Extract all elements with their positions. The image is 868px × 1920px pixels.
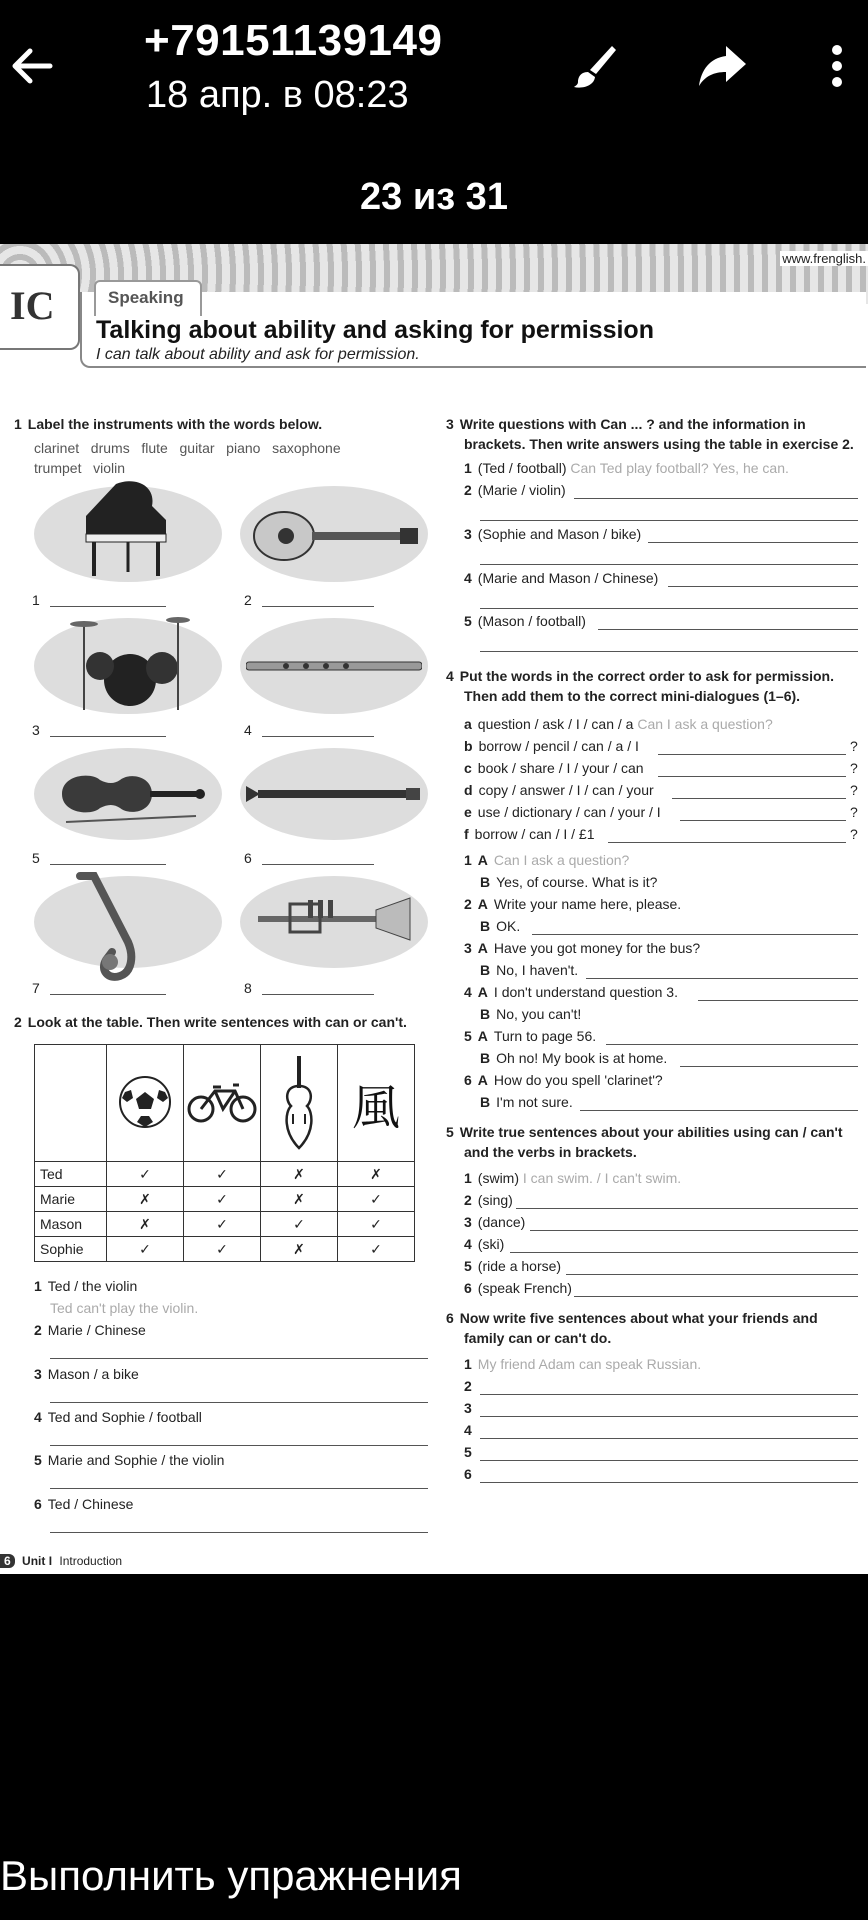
ability-table	[34, 1044, 415, 1262]
item-text: (Marie / violin)	[477, 482, 566, 498]
label-number: 2	[244, 592, 252, 608]
clarinet-icon	[246, 782, 422, 806]
item-text: (sing)	[477, 1192, 513, 1208]
ex2-example-answer: Ted can't play the violin.	[50, 1300, 199, 1316]
guitar-icon	[250, 508, 420, 564]
violin-icon	[56, 762, 206, 826]
item-number: 6	[464, 1280, 472, 1296]
item-number: 1	[464, 460, 472, 476]
mark-cell: ✓	[184, 1162, 261, 1187]
ex1-word-bank-2: trumpet violin	[34, 460, 126, 476]
label-1	[32, 592, 40, 608]
ex5-instruction-line2: and the verbs in brackets.	[464, 1144, 637, 1160]
ex5-item-2	[464, 1192, 513, 1208]
answer-line	[50, 1358, 428, 1359]
dialogue-text: Can I ask a question?	[493, 852, 630, 868]
item-number: 4	[464, 1236, 472, 1252]
dialogue-text: Have you got money for the bus?	[493, 940, 701, 956]
item-text: Marie / Chinese	[47, 1322, 146, 1338]
question-mark: ?	[850, 826, 858, 842]
answer-line	[672, 798, 846, 799]
ex2-item-6	[34, 1496, 133, 1512]
dialogue-4-b	[480, 1006, 581, 1022]
answer-line	[480, 1394, 858, 1395]
answer-line	[680, 820, 846, 821]
image-counter: 23 из 31	[360, 176, 508, 218]
ex4-item-b	[464, 738, 639, 754]
brush-icon[interactable]	[566, 38, 622, 94]
ex6-item-3	[464, 1400, 478, 1416]
answer-line	[530, 1230, 858, 1231]
item-text: (dance)	[477, 1214, 526, 1230]
mark-cell: ✓	[184, 1237, 261, 1262]
answer-line	[480, 1482, 858, 1483]
chinese-character-icon: 風	[351, 1079, 400, 1136]
dialogue-text: Yes, of course. What is it?	[496, 874, 658, 890]
answer-line	[50, 1402, 428, 1403]
label-6	[244, 850, 252, 866]
violin-icon	[279, 1052, 319, 1152]
answer-line	[50, 736, 166, 737]
item-number: 3	[34, 1366, 42, 1382]
dialogue-number: 6	[464, 1072, 472, 1088]
answer-line	[50, 994, 166, 995]
page-number: 6	[0, 1554, 15, 1568]
answer-line	[668, 586, 858, 587]
ex3-instruction-line2: brackets. Then write answers using the table in exercise 2.	[464, 436, 854, 452]
item-letter: f	[464, 826, 469, 842]
answer-line	[658, 754, 846, 755]
item-text: Ted / Chinese	[47, 1496, 134, 1512]
item-text: copy / answer / I / can / your	[478, 782, 654, 798]
item-number: 6	[34, 1496, 42, 1512]
question-mark: ?	[850, 782, 858, 798]
speaker-b: B	[480, 874, 491, 890]
item-number: 3	[464, 1214, 472, 1230]
item-text: (ski)	[477, 1236, 505, 1252]
dialogue-3-a	[464, 940, 700, 956]
table-header-row	[35, 1045, 415, 1162]
dialogue-number: 4	[464, 984, 472, 1000]
label-5	[32, 850, 40, 866]
ex6-item-6	[464, 1466, 478, 1482]
dialogue-text: Oh no! My book is at home.	[496, 1050, 668, 1066]
item-text: Ted / the violin	[47, 1278, 138, 1294]
ex3-instruction-text: Write questions with Can ... ? and the information in	[459, 416, 806, 432]
item-number: 1	[464, 1170, 472, 1186]
ex2-item-2	[34, 1322, 146, 1338]
dialogue-text: How do you spell 'clarinet'?	[493, 1072, 663, 1088]
example-answer: My friend Adam can speak Russian.	[477, 1356, 702, 1372]
ex5-item-1	[464, 1170, 681, 1186]
ex4-item-a	[464, 716, 773, 732]
mark-cell: ✓	[338, 1237, 415, 1262]
item-letter: b	[464, 738, 473, 754]
ex5-number: 5	[446, 1124, 454, 1140]
item-text: (Marie and Mason / Chinese)	[477, 570, 659, 586]
bike-icon	[187, 1079, 257, 1125]
speaker-a: A	[477, 1028, 488, 1044]
question-mark: ?	[850, 760, 858, 776]
row-name: Mason	[35, 1212, 107, 1237]
item-text: book / share / I / your / can	[477, 760, 644, 776]
violin-cell	[261, 1045, 338, 1162]
bike-cell	[184, 1045, 261, 1162]
ex6-item-2	[464, 1378, 478, 1394]
ex2-number: 2	[14, 1014, 22, 1030]
football-icon	[117, 1074, 173, 1130]
label-number: 8	[244, 980, 252, 996]
label-number: 6	[244, 850, 252, 866]
dialogue-5-b	[480, 1050, 667, 1066]
answer-line	[480, 520, 858, 521]
item-number: 6	[464, 1466, 472, 1482]
back-arrow-icon[interactable]	[6, 40, 58, 92]
answer-line	[532, 934, 858, 935]
item-number: 4	[464, 570, 472, 586]
answer-line	[50, 1445, 428, 1446]
item-number: 5	[464, 1258, 472, 1274]
item-number: 1	[464, 1356, 472, 1372]
table-row	[35, 1187, 415, 1212]
item-letter: d	[464, 782, 473, 798]
answer-line	[480, 651, 858, 652]
answer-line	[648, 542, 858, 543]
answer-line	[480, 608, 858, 609]
answer-line	[510, 1252, 858, 1253]
lesson-title: Talking about ability and asking for permission	[96, 316, 654, 344]
dialogue-1-b	[480, 874, 657, 890]
dialogue-6-b	[480, 1094, 573, 1110]
ex6-instruction-text: Now write five sentences about what your friends and	[459, 1310, 818, 1326]
ex2-item-1	[34, 1278, 137, 1294]
speaker-b: B	[480, 1006, 491, 1022]
speaker-a: A	[477, 940, 488, 956]
example-answer: Can I ask a question?	[637, 716, 773, 732]
ex1-instruction	[14, 416, 322, 432]
answer-line	[606, 1044, 858, 1045]
dialogue-number: 2	[464, 896, 472, 912]
answer-line	[480, 1438, 858, 1439]
item-number: 3	[464, 526, 472, 542]
item-text: (Ted / football)	[477, 460, 567, 476]
mark-cell: ✗	[261, 1187, 338, 1212]
lesson-subtitle: I can talk about ability and ask for permission.	[96, 346, 420, 363]
dialogue-text: OK.	[496, 918, 521, 934]
table-row	[35, 1162, 415, 1187]
speaker-b: B	[480, 1050, 491, 1066]
ex3-number: 3	[446, 416, 454, 432]
dialogue-4-a	[464, 984, 678, 1000]
answer-line	[516, 1208, 858, 1209]
item-text: borrow / can / I / £1	[474, 826, 595, 842]
mark-cell: ✓	[107, 1162, 184, 1187]
item-number: 2	[464, 482, 472, 498]
ex6-number: 6	[446, 1310, 454, 1326]
unit-code: IC	[10, 283, 55, 328]
mark-cell: ✓	[107, 1237, 184, 1262]
item-number: 2	[464, 1192, 472, 1208]
answer-line	[574, 1296, 858, 1297]
dialogue-text: No, you can't!	[496, 1006, 582, 1022]
ex6-item-4	[464, 1422, 478, 1438]
answer-line	[608, 842, 846, 843]
speaker-a: A	[477, 1072, 488, 1088]
item-letter: e	[464, 804, 472, 820]
ex5-item-5	[464, 1258, 561, 1274]
label-number: 1	[32, 592, 40, 608]
worksheet-image	[0, 244, 868, 1574]
ex4-instruction-line2: Then add them to the correct mini-dialogues (1–6).	[464, 688, 801, 704]
ex1-number: 1	[14, 416, 22, 432]
ex5-instruction-text: Write true sentences about your abilities using can / can't	[459, 1124, 843, 1140]
mark-cell: ✗	[107, 1187, 184, 1212]
answer-line	[262, 864, 374, 865]
dialogue-text: I don't understand question 3.	[493, 984, 678, 1000]
ex6-instruction	[446, 1310, 818, 1326]
row-name: Marie	[35, 1187, 107, 1212]
ex4-item-c	[464, 760, 644, 776]
dialogue-number: 5	[464, 1028, 472, 1044]
answer-line	[480, 564, 858, 565]
example-answer: I can swim. / I can't swim.	[522, 1170, 682, 1186]
page-footer	[0, 1554, 122, 1568]
item-number: 4	[464, 1422, 472, 1438]
table-row	[35, 1237, 415, 1262]
ex3-item-4	[464, 570, 658, 586]
question-mark: ?	[850, 738, 858, 754]
label-number: 7	[32, 980, 40, 996]
answer-line	[680, 1066, 858, 1067]
answer-line	[586, 978, 858, 979]
label-number: 5	[32, 850, 40, 866]
row-name: Sophie	[35, 1237, 107, 1262]
saxophone-icon	[74, 872, 164, 982]
ex6-item-5	[464, 1444, 478, 1460]
dialogue-2-b	[480, 918, 520, 934]
ex1-instruction-text: Label the instruments with the words below.	[27, 416, 323, 432]
ex6-instruction-line2: family can or can't do.	[464, 1330, 612, 1346]
speaker-b: B	[480, 918, 491, 934]
answer-line	[580, 1110, 858, 1111]
label-2	[244, 592, 252, 608]
ex4-item-d	[464, 782, 654, 798]
answer-line	[262, 606, 374, 607]
mark-cell: ✓	[184, 1212, 261, 1237]
speaking-tab-label: Speaking	[108, 288, 184, 307]
dialogue-text: Turn to page 56.	[493, 1028, 597, 1044]
more-icon[interactable]	[822, 38, 852, 94]
viewer-header	[0, 0, 868, 244]
dialogue-text: No, I haven't.	[496, 962, 579, 978]
row-name: Ted	[35, 1162, 107, 1187]
item-text: Mason / a bike	[47, 1366, 139, 1382]
item-letter: c	[464, 760, 472, 776]
label-number: 3	[32, 722, 40, 738]
site-url: www.frenglish.	[782, 251, 866, 266]
item-number: 3	[464, 1400, 472, 1416]
item-text: use / dictionary / can / your / I	[477, 804, 661, 820]
flute-icon	[246, 656, 422, 676]
dialogue-2-a	[464, 896, 681, 912]
trumpet-icon	[250, 892, 420, 948]
ex5-item-4	[464, 1236, 504, 1252]
message-caption: Выполнить упражнения	[0, 1852, 462, 1899]
label-4	[244, 722, 252, 738]
mark-cell: ✓	[261, 1212, 338, 1237]
item-text: Marie and Sophie / the violin	[47, 1452, 225, 1468]
dialogue-number: 1	[464, 852, 472, 868]
item-text: borrow / pencil / can / a / I	[478, 738, 639, 754]
dialogue-number: 3	[464, 940, 472, 956]
label-7	[32, 980, 40, 996]
speaker-a: A	[477, 984, 488, 1000]
item-number: 1	[34, 1278, 42, 1294]
message-date: 18 апр. в 08:23	[146, 74, 409, 116]
mark-cell: ✓	[184, 1187, 261, 1212]
ex4-item-e	[464, 804, 661, 820]
answer-line	[50, 1532, 428, 1533]
ex3-item-3	[464, 526, 641, 542]
ex3-item-2	[464, 482, 566, 498]
ex3-item-5	[464, 613, 586, 629]
item-text: (Mason / football)	[477, 613, 586, 629]
speaker-b: B	[480, 1094, 491, 1110]
ex4-number: 4	[446, 668, 454, 684]
ex2-instruction-text: Look at the table. Then write sentences with can or can't.	[27, 1014, 407, 1030]
item-number: 5	[34, 1452, 42, 1468]
answer-line	[262, 994, 374, 995]
ex3-item-1	[464, 460, 789, 476]
speaker-a: A	[477, 852, 488, 868]
speaker-a: A	[477, 896, 488, 912]
ex5-item-6	[464, 1280, 572, 1296]
answer-line	[598, 629, 858, 630]
dialogue-text: Write your name here, please.	[493, 896, 682, 912]
answer-line	[262, 736, 374, 737]
table-corner	[35, 1045, 107, 1162]
item-text: Ted and Sophie / football	[47, 1409, 202, 1425]
answer-line	[574, 498, 858, 499]
ex2-item-3	[34, 1366, 139, 1382]
ex2-item-4	[34, 1409, 202, 1425]
label-number: 4	[244, 722, 252, 738]
footer-unit: Unit I	[22, 1554, 53, 1568]
table-row	[35, 1212, 415, 1237]
label-8	[244, 980, 252, 996]
label-3	[32, 722, 40, 738]
ex2-instruction	[14, 1014, 407, 1030]
drums-icon	[70, 610, 190, 714]
ex2-item-5	[34, 1452, 224, 1468]
dialogue-3-b	[480, 962, 578, 978]
football-cell	[107, 1045, 184, 1162]
chinese-cell	[338, 1045, 415, 1162]
share-icon[interactable]	[694, 38, 750, 94]
contact-name: +79151139149	[144, 16, 443, 65]
answer-line	[698, 1000, 858, 1001]
example-answer: Can Ted play football? Yes, he can.	[570, 460, 789, 476]
item-text: (speak French)	[477, 1280, 572, 1296]
dialogue-text: I'm not sure.	[496, 1094, 573, 1110]
ex5-instruction	[446, 1124, 843, 1140]
item-text: question / ask / I / can / a	[477, 716, 634, 732]
item-letter: a	[464, 716, 472, 732]
ex6-item-1	[464, 1356, 701, 1372]
item-text: (ride a horse)	[477, 1258, 562, 1274]
mark-cell: ✗	[261, 1162, 338, 1187]
footer-section: Introduction	[59, 1554, 123, 1568]
item-number: 4	[34, 1409, 42, 1425]
mark-cell: ✗	[261, 1237, 338, 1262]
mark-cell: ✓	[338, 1187, 415, 1212]
ex4-item-f	[464, 826, 595, 842]
answer-line	[480, 1416, 858, 1417]
item-number: 2	[34, 1322, 42, 1338]
mark-cell: ✗	[338, 1162, 415, 1187]
item-text: (swim)	[477, 1170, 520, 1186]
answer-line	[50, 606, 166, 607]
answer-line	[50, 864, 166, 865]
item-text: (Sophie and Mason / bike)	[477, 526, 642, 542]
ex4-instruction	[446, 668, 834, 684]
dialogue-5-a	[464, 1028, 596, 1044]
item-number: 2	[464, 1378, 472, 1394]
answer-line	[480, 1460, 858, 1461]
ex1-word-bank-1: clarinet drums flute guitar piano saxophone	[34, 440, 341, 456]
answer-line	[50, 1488, 428, 1489]
answer-line	[658, 776, 846, 777]
dialogue-6-a	[464, 1072, 663, 1088]
mark-cell: ✓	[338, 1212, 415, 1237]
ex4-instruction-text: Put the words in the correct order to ask for permission.	[459, 668, 834, 684]
ex3-instruction	[446, 416, 806, 432]
item-number: 5	[464, 1444, 472, 1460]
question-mark: ?	[850, 804, 858, 820]
answer-line	[566, 1274, 858, 1275]
speaker-b: B	[480, 962, 491, 978]
item-number: 5	[464, 613, 472, 629]
dialogue-1-a	[464, 852, 629, 868]
mark-cell: ✗	[107, 1212, 184, 1237]
ex5-item-3	[464, 1214, 525, 1230]
piano-icon	[76, 476, 176, 582]
